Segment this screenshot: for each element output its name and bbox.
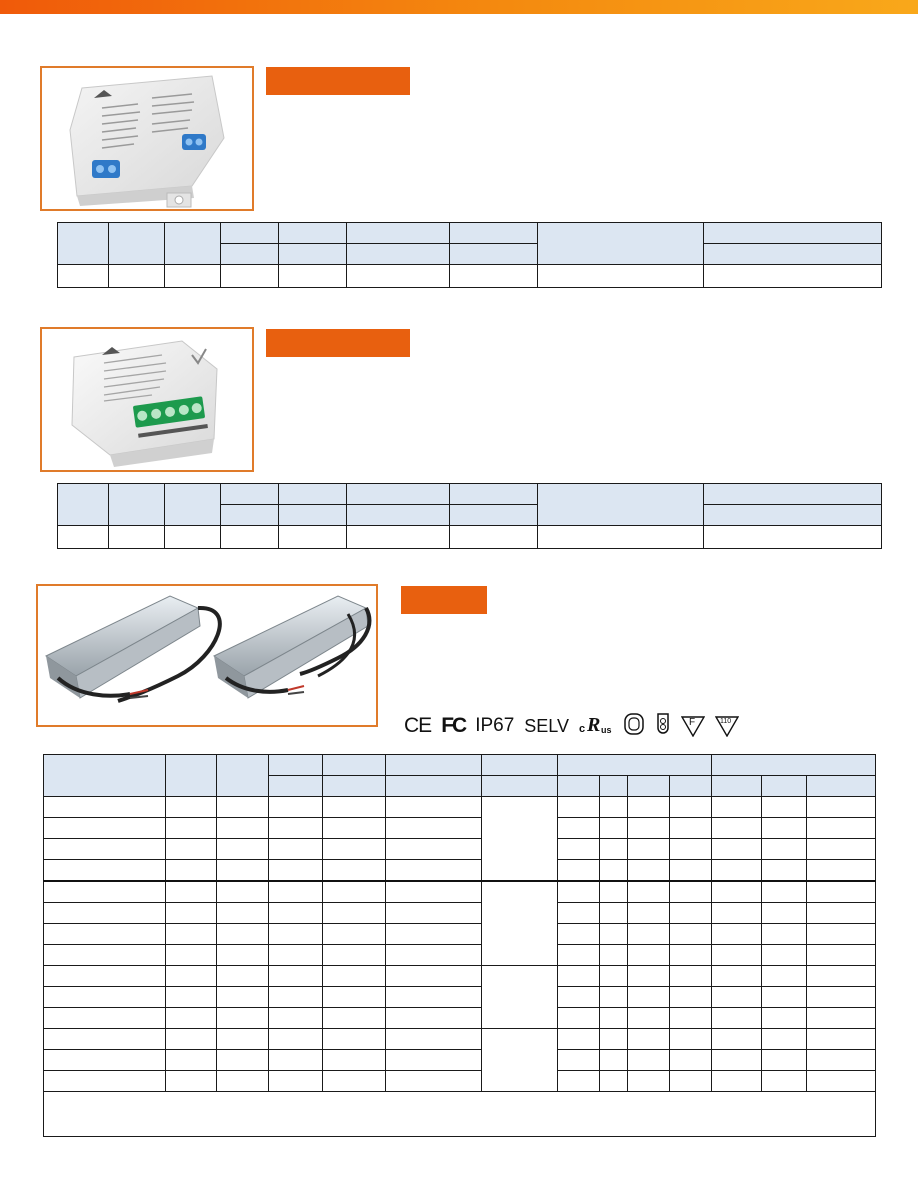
ce-mark-icon: CE	[404, 714, 432, 737]
product-photo-aluminum-drivers	[36, 584, 378, 727]
selv-mark-icon: SELV	[524, 715, 569, 736]
top-accent-bar	[0, 0, 918, 14]
table-row	[44, 881, 876, 903]
table-row	[44, 818, 876, 839]
table-row	[44, 1050, 876, 1071]
spec-table-1	[57, 222, 882, 288]
product-label-bar-3	[401, 586, 487, 614]
f-mark-icon: F	[681, 715, 705, 737]
fcc-mark-icon: FC	[441, 714, 466, 737]
ul-mark-icon: c R us	[578, 714, 612, 735]
product-photo-wifi-module	[40, 327, 254, 472]
table-row	[44, 966, 876, 987]
class2-lamp-icon	[623, 712, 645, 741]
temperature-mark-icon: 110	[715, 715, 739, 737]
led-driver-compact-white-icon	[42, 68, 252, 209]
table-row	[44, 1008, 876, 1029]
ip67-mark-icon: IP67	[475, 715, 515, 736]
product-label-bar-2	[266, 329, 410, 357]
table-row	[58, 265, 882, 288]
certification-marks	[404, 712, 739, 740]
table-row	[44, 1071, 876, 1092]
product-photo-compact-driver	[40, 66, 254, 211]
svg-text:R: R	[586, 714, 601, 735]
table-notes-row	[44, 1092, 876, 1137]
spec-table-2	[57, 483, 882, 549]
table-row	[44, 945, 876, 966]
table-header-row	[58, 223, 882, 244]
table-row	[44, 797, 876, 818]
table-row	[44, 860, 876, 882]
table-row	[44, 924, 876, 945]
table-header-row	[58, 484, 882, 505]
wifi-switch-module-icon	[42, 329, 252, 470]
spec-table-3	[43, 754, 876, 1137]
table-header-row	[44, 755, 876, 776]
table-row	[58, 526, 882, 549]
table-row	[44, 839, 876, 860]
product-label-bar-1	[266, 67, 410, 95]
table-row	[44, 1029, 876, 1050]
safety-transformer-icon	[655, 712, 671, 741]
table-row	[44, 987, 876, 1008]
waterproof-aluminum-driver-icon	[38, 586, 376, 725]
table-row	[44, 903, 876, 924]
